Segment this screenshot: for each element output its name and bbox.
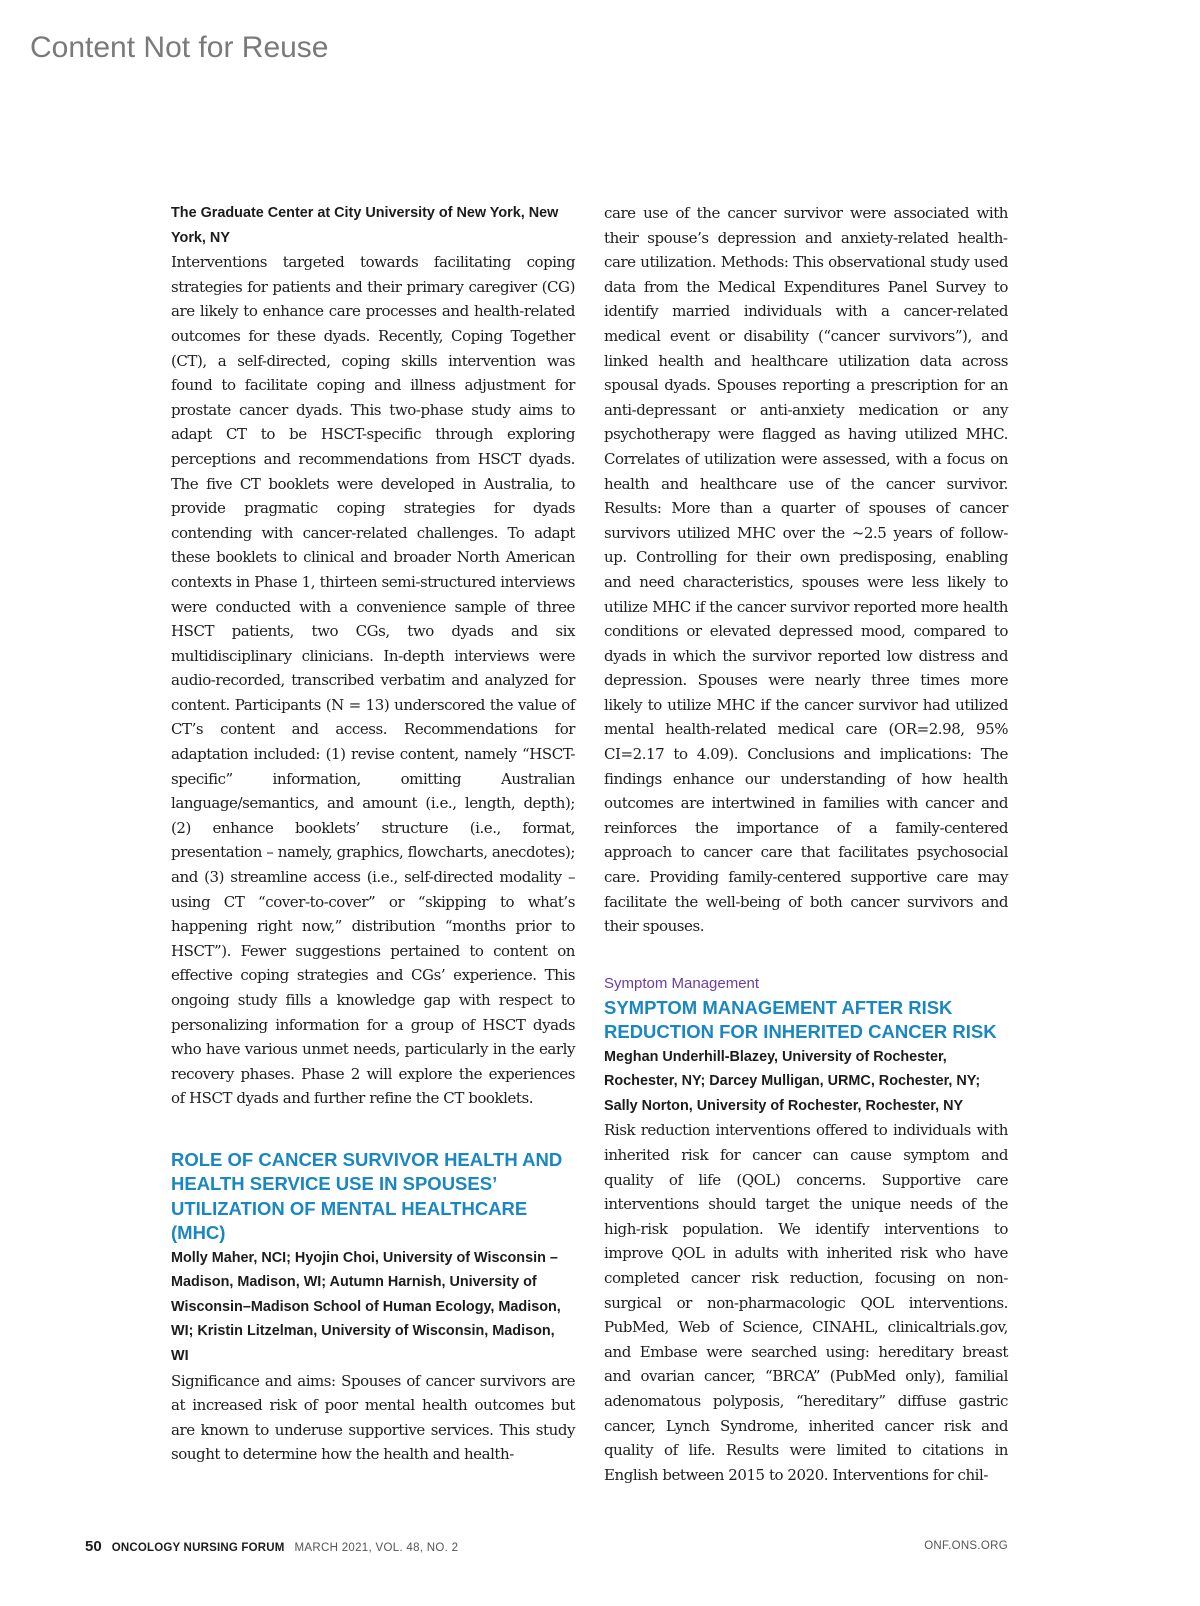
section-category: Symptom Management [604,974,760,992]
footer-left [85,1538,458,1555]
abstract-title: SYMPTOM MANAGEMENT AFTER RISK REDUCTION FOR INHERITED CANCER RISK [604,996,997,1043]
abstract-body: care use of the cancer survivor were associated with their spouse’s depression and anxiety-related healthcare utilization. Methods: This observational study used data from the Medical Expenditures Panel Survey to identify married individuals with a cancer-related medical event or disability (“cancer survivors”), and linked health and healthcare utilization data across spousal dyads. Spouses reporting a prescription for an anti-depressant or anti-anxiety medication or any psychotherapy were flagged as having utilized MHC. Correlates of utilization were assessed, with a focus on health and healthcare use of the cancer survivor. Results: More than a quarter of spouses of cancer survivors utilized MHC over the ~2.5 years of follow-up. Controlling for their own predisposing, enabling and need characteristics, spouses were less likely to utilize MHC if the cancer survivor reported more health conditions or elevated depressed mood, compared to dyads in which the survivor reported low distress and depression. Spouses were nearly three times more likely to utilize MHC if the cancer survivor had utilized mental health-related medical care (OR=2.98, 95% CI=2.17 to 4.09). Conclusions and implications: The findings enhance our understanding of how health outcomes are intertwined in families with cancer and reinforces the importance of a family-centered approach to cancer care that facilitates psychosocial care. Providing family-centered supportive care may facilitate the well-being of both cancer survivors and their spouses. [604,204,1008,936]
watermark: Content Not for Reuse [30,31,329,64]
page-number: 50 [85,1538,102,1555]
spacer [171,1111,575,1148]
left-column [171,201,575,1467]
affiliation-tail: The Graduate Center at City University of New York, New York, NY [171,205,559,246]
issue-info: MARCH 2021, VOL. 48, NO. 2 [294,1542,459,1554]
abstract-title: ROLE OF CANCER SURVIVOR HEALTH AND HEALTH SERVICE USE IN SPOUSES’ UTILIZATION OF MENTAL HEALTHCARE (MHC) [171,1148,563,1244]
page-footer [85,1538,1008,1558]
spacer [604,939,1008,973]
journal-website: ONF.ONS.ORG [924,1540,1008,1552]
author-list: Meghan Underhill-Blazey, University of Rochester, Rochester, NY; Darcey Mulligan, URMC, Rochester, NY; Sally Norton, University of Rochester, Rochester, NY [604,1048,981,1114]
abstract-body: Risk reduction interventions offered to individuals with inherited risk for cancer can cause symptom and quality of life (QOL) concerns. Supportive care interventions should target the unique needs of the high-risk population. We identify interventions to improve QOL in adults with inherited risk who have completed cancer risk reduction, focusing on non-surgical or non-pharmacologic QOL interventions. PubMed, Web of Science, CINAHL, clinicaltrials.gov, and Embase were searched using: hereditary breast and ovarian cancer, “BRCA” (PubMed only), familial adenomatous polyposis, “hereditary” diffuse gastric cancer, Lynch Syndrome, inherited cancer risk and quality of life. Results were limited to citations in English between 2015 to 2020. Interventions for chil- [604,1121,1008,1484]
abstract-body: Interventions targeted towards facilitating coping strategies for patients and their primary caregiver (CG) are likely to enhance care processes and health-related outcomes for these dyads. Recently, Coping Together (CT), a self-directed, coping skills intervention was found to facilitate coping and illness adjustment for prostate cancer dyads. This two-phase study aims to adapt CT to be HSCT-specific through exploring perceptions and recommendations from HSCT dyads. The five CT booklets were developed in Australia, to provide pragmatic coping strategies for dyads contending with cancer-related challenges. To adapt these booklets to clinical and broader North American contexts in Phase 1, thirteen semi-structured interviews were conducted with a convenience sample of three HSCT patients, two CGs, two dyads and six multidisciplinary clinicians. In-depth interviews were audio-recorded, transcribed verbatim and analyzed for content. Participants (N = 13) underscored the value of CT’s content and access. Recommendations for adaptation included: (1) revise content, namely “HSCT-specific” information, omitting Australian language/semantics, and amount (i.e., length, depth); (2) enhance booklets’ structure (i.e., format, presentation – namely, graphics, flowcharts, anecdotes); and (3) streamline access (i.e., self-directed modality – using CT “cover-to-cover” or “skipping to what’s happening right now,” distribution “months prior to HSCT”). Fewer suggestions pertained to content on effective coping strategies and CGs’ experience. This ongoing study fills a knowledge gap with respect to personalizing information for a group of HSCT dyads who have various unmet needs, particularly in the early recovery phases. Phase 2 will explore the experiences of HSCT dyads and further refine the CT booklets. [171,253,575,1108]
journal-name: ONCOLOGY NURSING FORUM [111,1542,285,1554]
right-column [604,201,1008,1487]
author-list: Molly Maher, NCI; Hyojin Choi, University of Wisconsin – Madison, Madison, WI; Autumn Harnish, University of Wisconsin–Madison School of Human Ecology, Madison, WI; Kristin Litzelman, University of Wisconsin, Madison, WI [171,1249,561,1364]
abstract-body: Significance and aims: Spouses of cancer survivors are at increased risk of poor mental health outcomes but are known to underuse supportive services. This study sought to determine how the health and health- [171,1371,575,1464]
